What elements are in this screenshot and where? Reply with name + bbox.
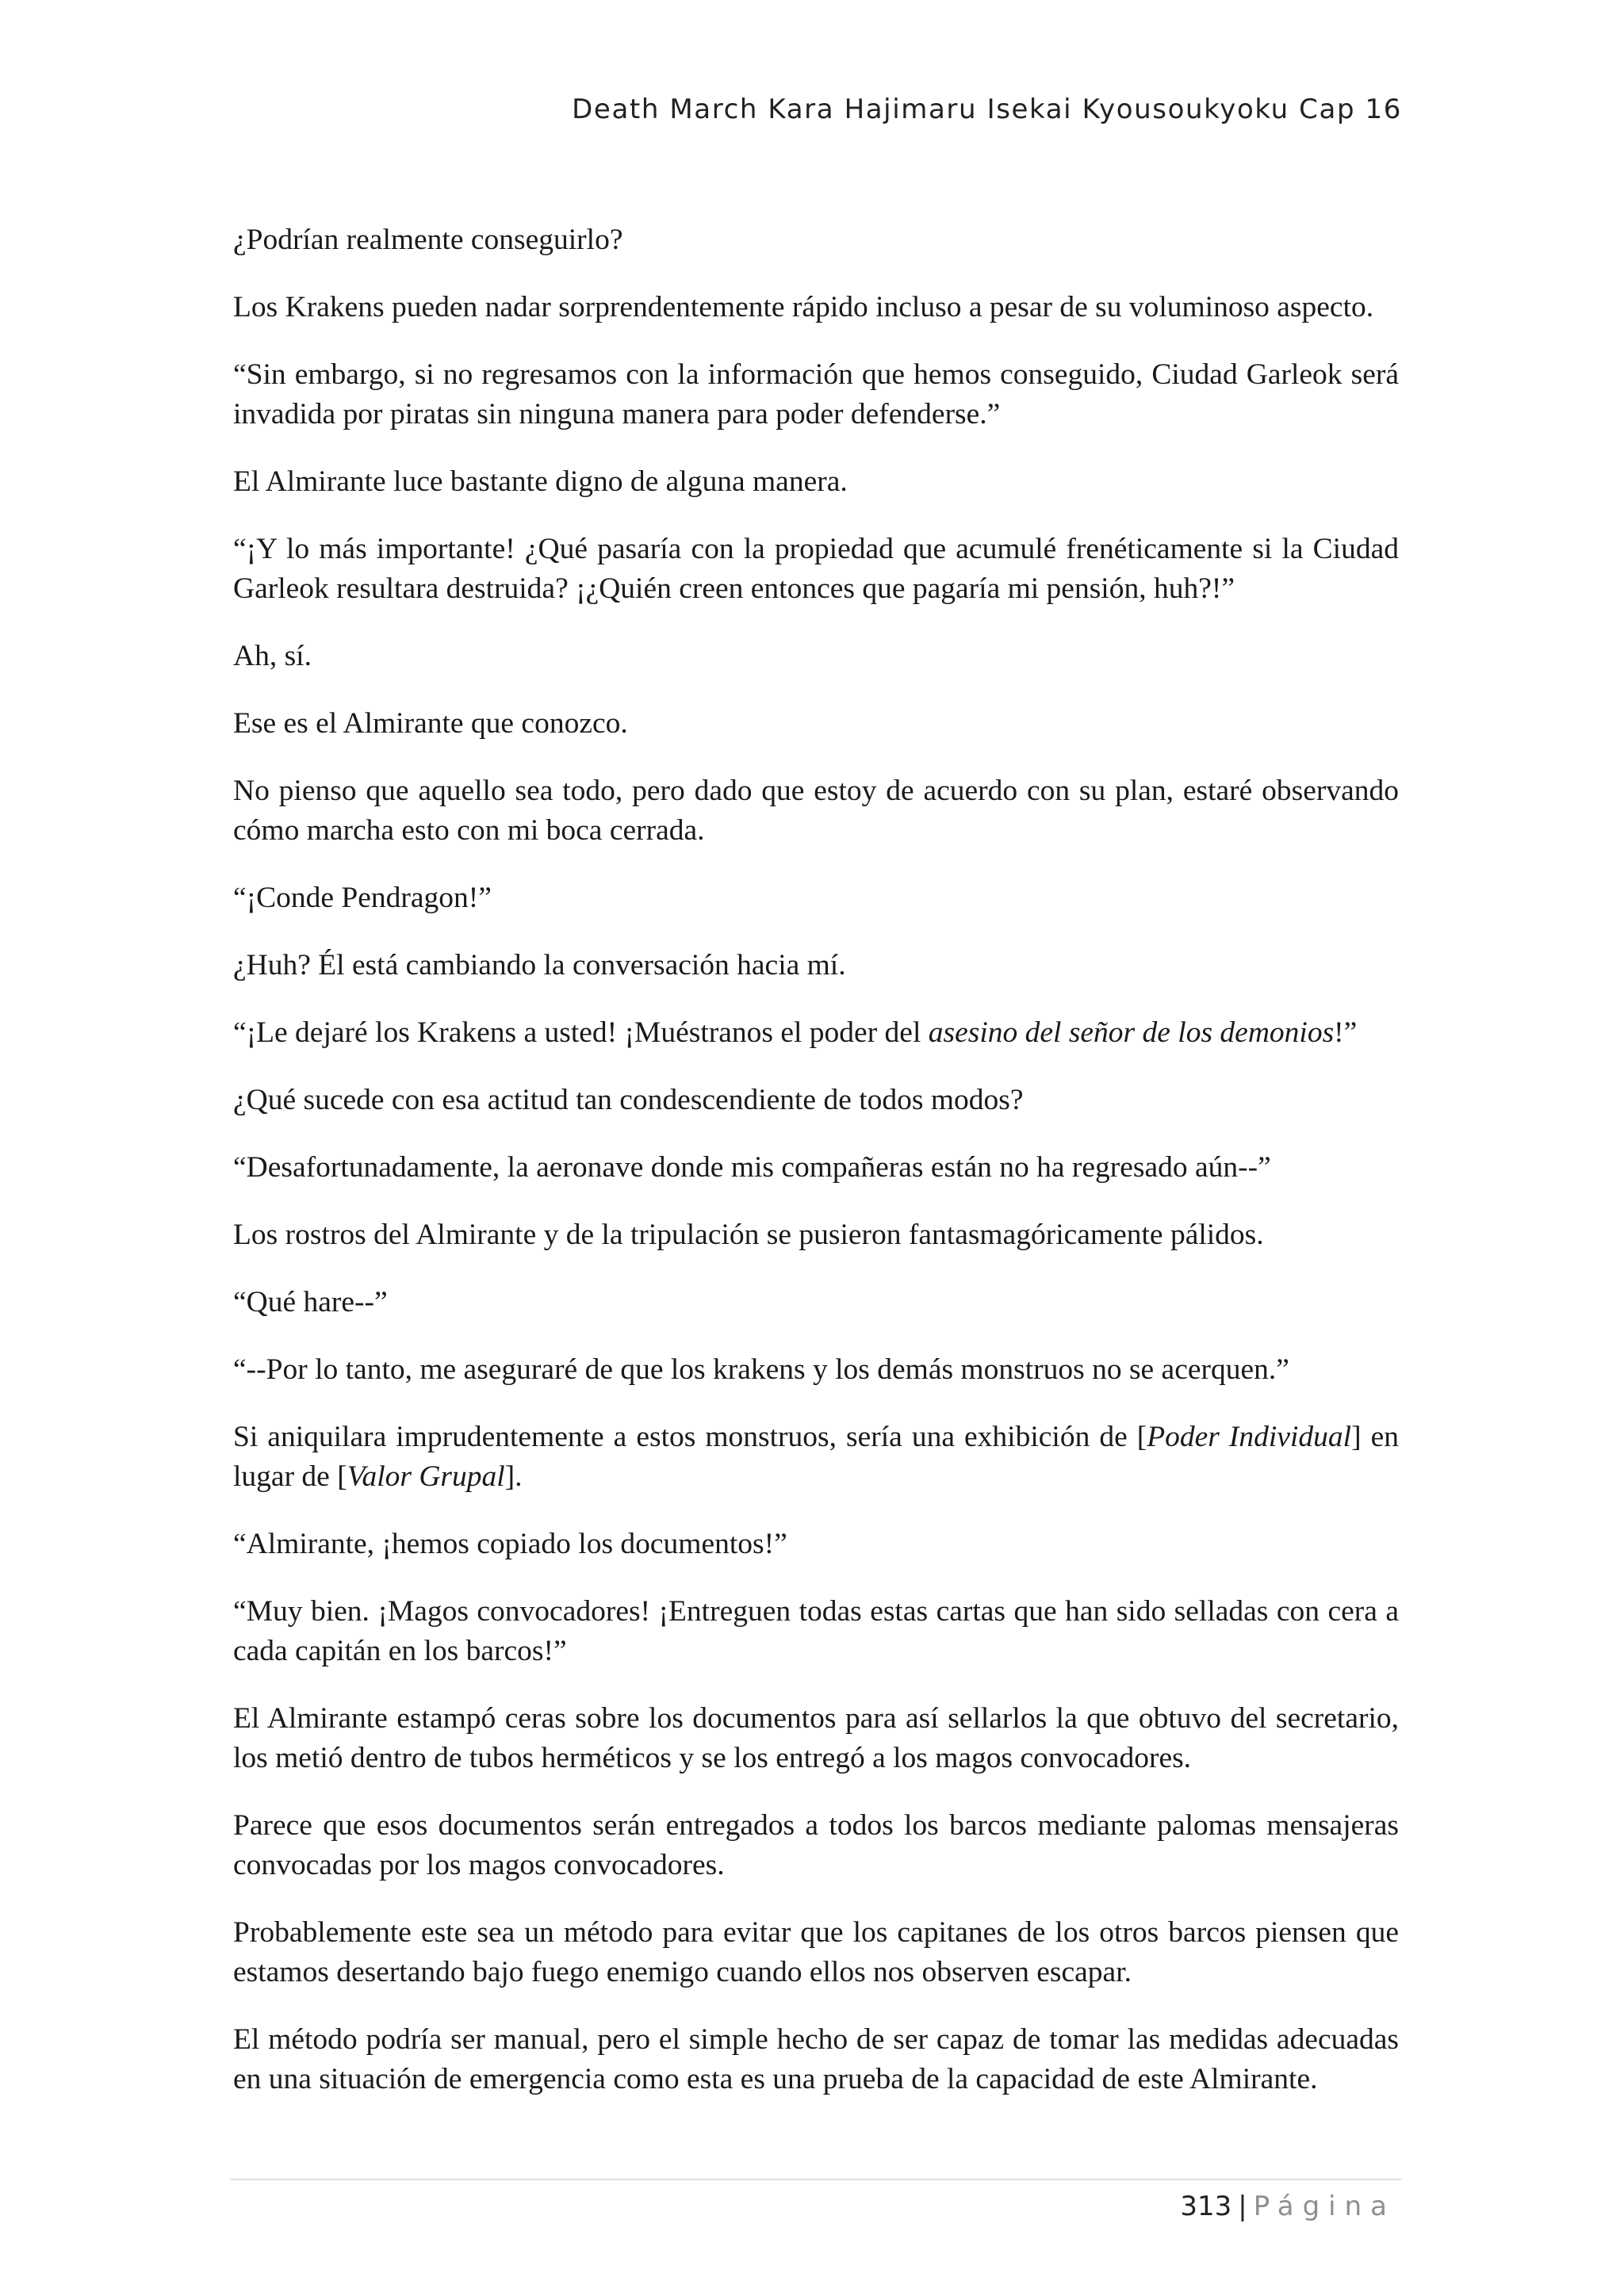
- paragraph: “Almirante, ¡hemos copiado los documentos!”: [233, 1528, 787, 1560]
- paragraph: [233, 1013, 1399, 1053]
- italic-run: Valor Grupal: [347, 1460, 505, 1493]
- paragraph: “¡Conde Pendragon!”: [233, 882, 492, 914]
- text-run: “¡Le dejaré los Krakens a usted! ¡Muéstranos el poder del: [233, 1016, 929, 1049]
- page-footer: [1180, 2191, 1396, 2222]
- footer-divider: [230, 2179, 1402, 2180]
- paragraph: “Desafortunadamente, la aeronave donde mis compañeras están no ha regresado aún--”: [233, 1151, 1271, 1184]
- paragraph: Ese es el Almirante que conozco.: [233, 707, 628, 740]
- paragraph: El método podría ser manual, pero el simple hecho de ser capaz de tomar las medidas adecuadas en una situación de emergencia como esta es una prueba de la capacidad de este Almirante.: [233, 2023, 1399, 2095]
- page-number: 313: [1180, 2191, 1232, 2222]
- paragraph: ¿Huh? Él está cambiando la conversación hacia mí.: [233, 949, 846, 982]
- paragraph: El Almirante estampó ceras sobre los documentos para así sellarlos la que obtuvo del secretario, los metió dentro de tubos herméticos y se los entregó a los magos convocadores.: [233, 1702, 1399, 1774]
- paragraph: Parece que esos documentos serán entregados a todos los barcos mediante palomas mensajeras convocadas por los magos convocadores.: [233, 1809, 1399, 1881]
- paragraph: Los rostros del Almirante y de la tripulación se pusieron fantasmagóricamente pálidos.: [233, 1219, 1264, 1251]
- text-run: ] en lugar de [: [233, 1421, 1399, 1493]
- paragraph: Probablemente este sea un método para evitar que los capitanes de los otros barcos piensen que estamos desertando bajo fuego enemigo cuando ellos nos observen escapar.: [233, 1916, 1399, 1988]
- paragraph: “Qué hare--”: [233, 1286, 388, 1318]
- paragraph: No pienso que aquello sea todo, pero dado que estoy de acuerdo con su plan, estaré observando cómo marcha esto con mi boca cerrada.: [233, 775, 1399, 847]
- paragraph: “--Por lo tanto, me aseguraré de que los krakens y los demás monstruos no se acerquen.”: [233, 1353, 1289, 1386]
- paragraph: “¡Y lo más importante! ¿Qué pasaría con la propiedad que acumulé frenéticamente si la Ciudad Garleok resultara destruida? ¡¿Quién creen entonces que pagaría mi pensión, huh?!”: [233, 533, 1399, 605]
- paragraph: El Almirante luce bastante digno de alguna manera.: [233, 465, 848, 498]
- running-header: Death March Kara Hajimaru Isekai Kyousoukyoku Cap 16: [572, 94, 1402, 125]
- paragraph: ¿Podrían realmente conseguirlo?: [233, 224, 623, 256]
- paragraph: Los Krakens pueden nadar sorprendentemente rápido incluso a pesar de su voluminoso aspecto.: [233, 291, 1374, 323]
- paragraph: “Muy bien. ¡Magos convocadores! ¡Entreguen todas estas cartas que han sido selladas con cera a cada capitán en los barcos!”: [233, 1595, 1399, 1667]
- text-run: ].: [504, 1460, 523, 1493]
- footer-separator: |: [1238, 2191, 1247, 2222]
- text-run: !”: [1334, 1016, 1358, 1049]
- paragraph: Ah, sí.: [233, 640, 312, 672]
- italic-run: Poder Individual: [1147, 1421, 1352, 1453]
- paragraph: [233, 1418, 1399, 1497]
- text-run: Si aniquilara imprudentemente a estos monstruos, sería una exhibición de [: [233, 1421, 1147, 1453]
- paragraph: “Sin embargo, si no regresamos con la información que hemos conseguido, Ciudad Garleok será invadida por piratas sin ninguna manera para poder defenderse.”: [233, 358, 1399, 430]
- paragraph: ¿Qué sucede con esa actitud tan condescendiente de todos modos?: [233, 1084, 1024, 1116]
- page-label: Página: [1253, 2191, 1396, 2222]
- italic-run: asesino del señor de los demonios: [928, 1016, 1335, 1049]
- body-text: [233, 220, 1399, 2127]
